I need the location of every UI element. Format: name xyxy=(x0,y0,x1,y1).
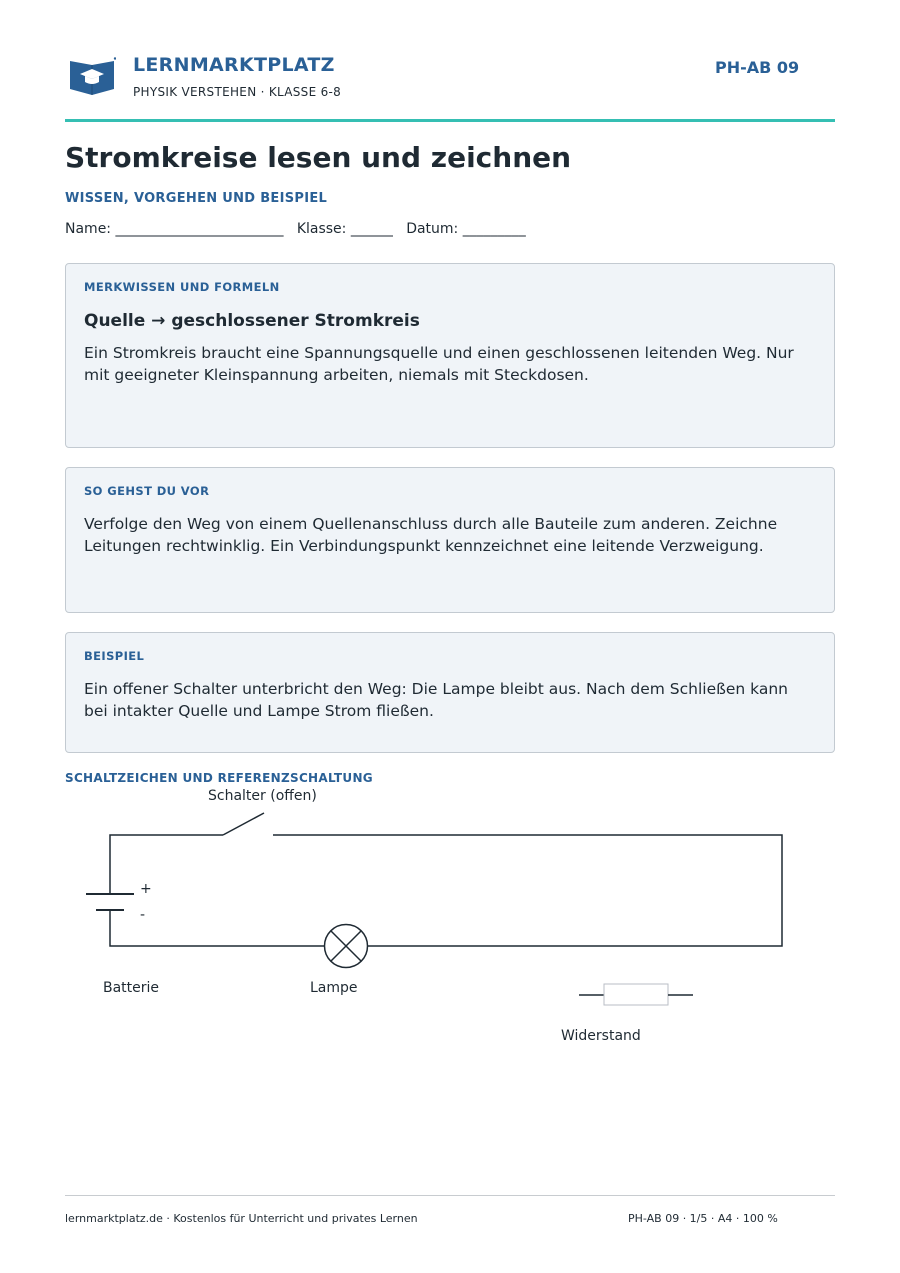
wire-top-left xyxy=(110,835,223,893)
card-text: Verfolge den Weg von einem Quellenanschluss durch alle Bauteile zum anderen. Zeichne Leitungen rechtwinklig. Ein Verbindungspunkt kennzeichnet eine leitende Verzweigung. xyxy=(84,515,778,555)
student-fields: Name: ________________________ Klasse: ______ Datum: _________ xyxy=(65,221,526,237)
battery-plus-sign: + xyxy=(140,881,152,897)
worksheet-code: PH-AB 09 xyxy=(715,58,800,77)
footer-left-text: lernmarktplatz.de · Kostenlos für Unterricht und privates Lernen xyxy=(65,1212,418,1225)
card-label: BEISPIEL xyxy=(84,649,145,663)
card-text: Ein Stromkreis braucht eine Spannungsquelle und einen geschlossenen leitenden Weg. Nur mit geeigneter Kleinspannung arbeiten, niemals mit Steckdosen. xyxy=(84,344,794,384)
battery-minus-sign: - xyxy=(140,907,146,923)
resistor-label: Widerstand xyxy=(561,1028,641,1044)
page-subtitle: WISSEN, VORGEHEN UND BEISPIEL xyxy=(65,191,328,206)
battery-label: Batterie xyxy=(103,980,160,996)
page-title: Stromkreise lesen und zeichnen xyxy=(65,141,572,174)
card-label: SO GEHST DU VOR xyxy=(84,484,210,498)
switch-label: Schalter (offen) xyxy=(208,788,317,804)
lamp-label: Lampe xyxy=(310,980,358,996)
schematic-section-label: SCHALTZEICHEN UND REFERENZSCHALTUNG xyxy=(65,771,373,785)
resistor-symbol xyxy=(579,984,693,1005)
card-heading: Quelle → geschlossener Stromkreis xyxy=(84,311,420,331)
brand-name: LERNMARKTPLATZ xyxy=(133,54,335,76)
brand-subtitle: PHYSIK VERSTEHEN · KLASSE 6-8 xyxy=(133,85,342,99)
lamp-symbol xyxy=(325,925,368,968)
card-label: MERKWISSEN UND FORMELN xyxy=(84,280,280,294)
footer-divider xyxy=(65,1195,835,1196)
card-text: Ein offener Schalter unterbricht den Weg: Die Lampe bleibt aus. Nach dem Schließen kann bei intakter Quelle und Lampe Strom fließen. xyxy=(84,680,789,720)
switch-blade xyxy=(223,813,264,835)
footer-page-info: PH-AB 09 · 1/5 · A4 · 100 % xyxy=(628,1212,778,1225)
